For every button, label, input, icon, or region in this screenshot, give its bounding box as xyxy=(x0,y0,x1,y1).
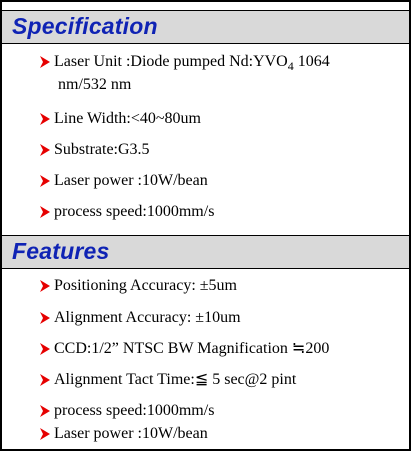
feature-alignment-accuracy-text: Alignment Accuracy: ±10um xyxy=(54,309,241,326)
feature-process-speed-text: process speed:1000mm/s xyxy=(54,402,215,419)
feature-laser-power-text: Laser power :10W/bean xyxy=(54,425,208,442)
spec-laser-unit-subscript: 4 xyxy=(287,59,294,73)
specification-title: Specification xyxy=(12,13,158,39)
spec-line-width-text: Line Width:<40~80um xyxy=(54,110,201,127)
features-header xyxy=(2,235,409,269)
feature-positioning-accuracy-text: Positioning Accuracy: ±5um xyxy=(54,277,237,294)
feature-alignment-tact-time-text: Alignment Tact Time:≦ 5 sec@2 pint xyxy=(54,371,297,388)
spec-process-speed-text: process speed:1000mm/s xyxy=(54,203,215,220)
features-title: Features xyxy=(12,238,110,264)
spec-substrate-text: Substrate:G3.5 xyxy=(54,141,150,158)
spec-laser-unit-line2: nm/532 nm xyxy=(58,76,132,93)
arrow-bullet-icon xyxy=(38,404,52,418)
arrow-bullet-icon xyxy=(38,55,52,69)
arrow-bullet-icon xyxy=(38,373,52,387)
specification-header xyxy=(2,10,409,44)
arrow-bullet-icon xyxy=(38,112,52,126)
arrow-bullet-icon xyxy=(38,174,52,188)
arrow-bullet-icon xyxy=(38,311,52,325)
feature-ccd-text: CCD:1/2” NTSC BW Magnification ≒200 xyxy=(54,340,330,357)
arrow-bullet-icon xyxy=(38,279,52,293)
arrow-bullet-icon xyxy=(38,342,52,356)
spec-laser-power-text: Laser power :10W/bean xyxy=(54,172,208,189)
spec-laser-unit-text: Laser Unit :Diode pumped Nd:YVO xyxy=(54,53,288,70)
arrow-bullet-icon xyxy=(38,205,52,219)
arrow-bullet-icon xyxy=(38,143,52,157)
arrow-bullet-icon xyxy=(38,427,52,441)
spec-laser-unit-wavelength: 1064 xyxy=(293,53,330,70)
